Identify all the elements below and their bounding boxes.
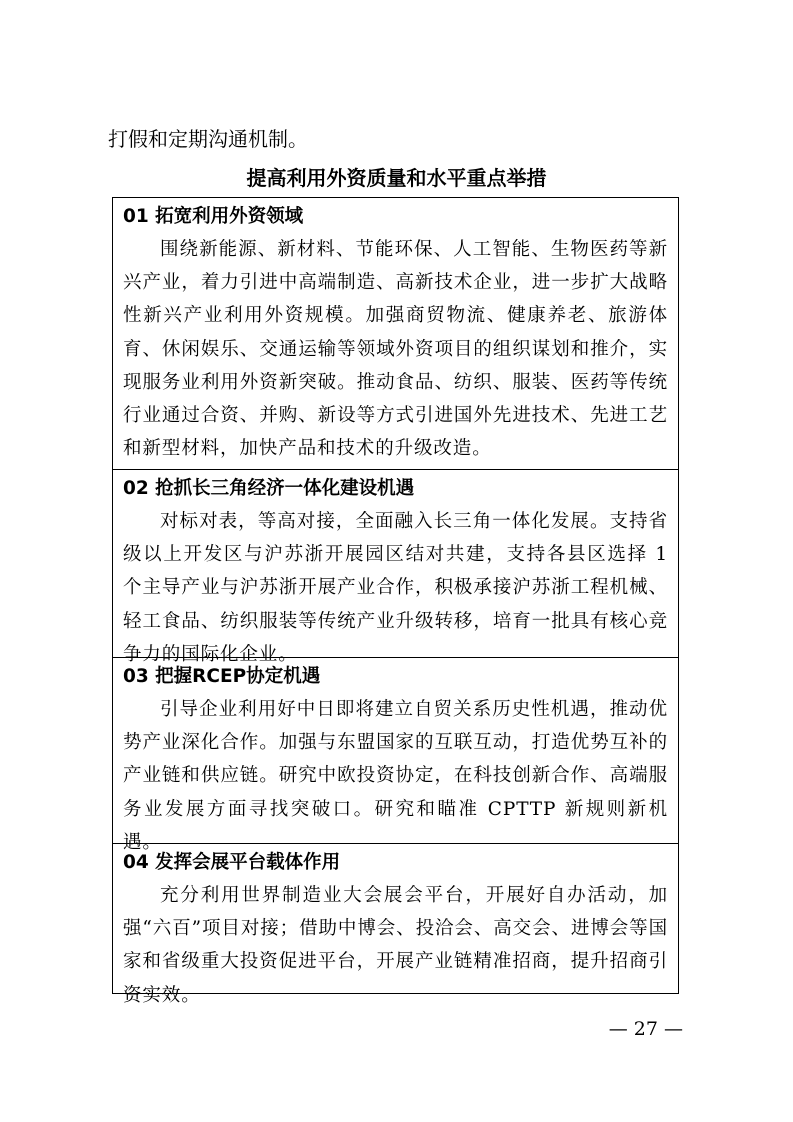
section-heading: 01 拓宽利用外资领域: [123, 206, 304, 227]
section-body: 对标对表，等高对接，全面融入长三角一体化发展。支持省级以上开发区与沪苏浙开展园区结对共建，支持各县区选择 1 个主导产业与沪苏浙开展产业合作，积极承接沪苏浙工程机械、轻工食品、纺织服装等传统产业升级转移，培育一批具有核心竞争力的国际化企业。: [123, 511, 668, 665]
measures-table: [112, 197, 679, 1006]
section-04: [113, 844, 678, 1006]
page-number: — 27 —: [608, 1018, 683, 1040]
page-title: 提高利用外资质量和水平重点举措: [246, 166, 547, 190]
section-01: [113, 198, 678, 470]
section-body: 围绕新能源、新材料、节能环保、人工智能、生物医药等新兴产业，着力引进中高端制造、高新技术企业，进一步扩大战略性新兴产业利用外资规模。加强商贸物流、健康养老、旅游体育、休闲娱乐、交通运输等领域外资项目的组织谋划和推介，实现服务业利用外资新突破。推动食品、纺织、服装、医药等传统行业通过合资、并购、新设等方式引进国外先进技术、先进工艺和新型材料，加快产品和技术的升级改造。: [123, 239, 668, 460]
section-02: [113, 470, 678, 665]
section-heading: 04 发挥会展平台载体作用: [123, 852, 341, 873]
section-body: 引导企业利用好中日即将建立自贸关系历史性机遇，推动优势产业深化合作。加强与东盟国家的互联互动，打造优势互补的产业链和供应链。研究中欧投资协定，在科技创新合作、高端服务业发展方面寻找突破口。研究和瞄准 CPTTP 新规则新机遇。: [123, 699, 668, 853]
section-heading: 03 把握RCEP协定机遇: [123, 666, 321, 687]
section-03: [113, 658, 678, 853]
section-heading: 02 抢抓长三角经济一体化建设机遇: [123, 478, 415, 499]
intro-text: 打假和定期沟通机制。: [108, 127, 308, 151]
section-body: 充分利用世界制造业大会展会平台，开展好自办活动，加强“六百”项目对接；借助中博会、投洽会、高交会、进博会等国家和省级重大投资促进平台，开展产业链精准招商，提升招商引资实效。: [123, 885, 668, 1006]
